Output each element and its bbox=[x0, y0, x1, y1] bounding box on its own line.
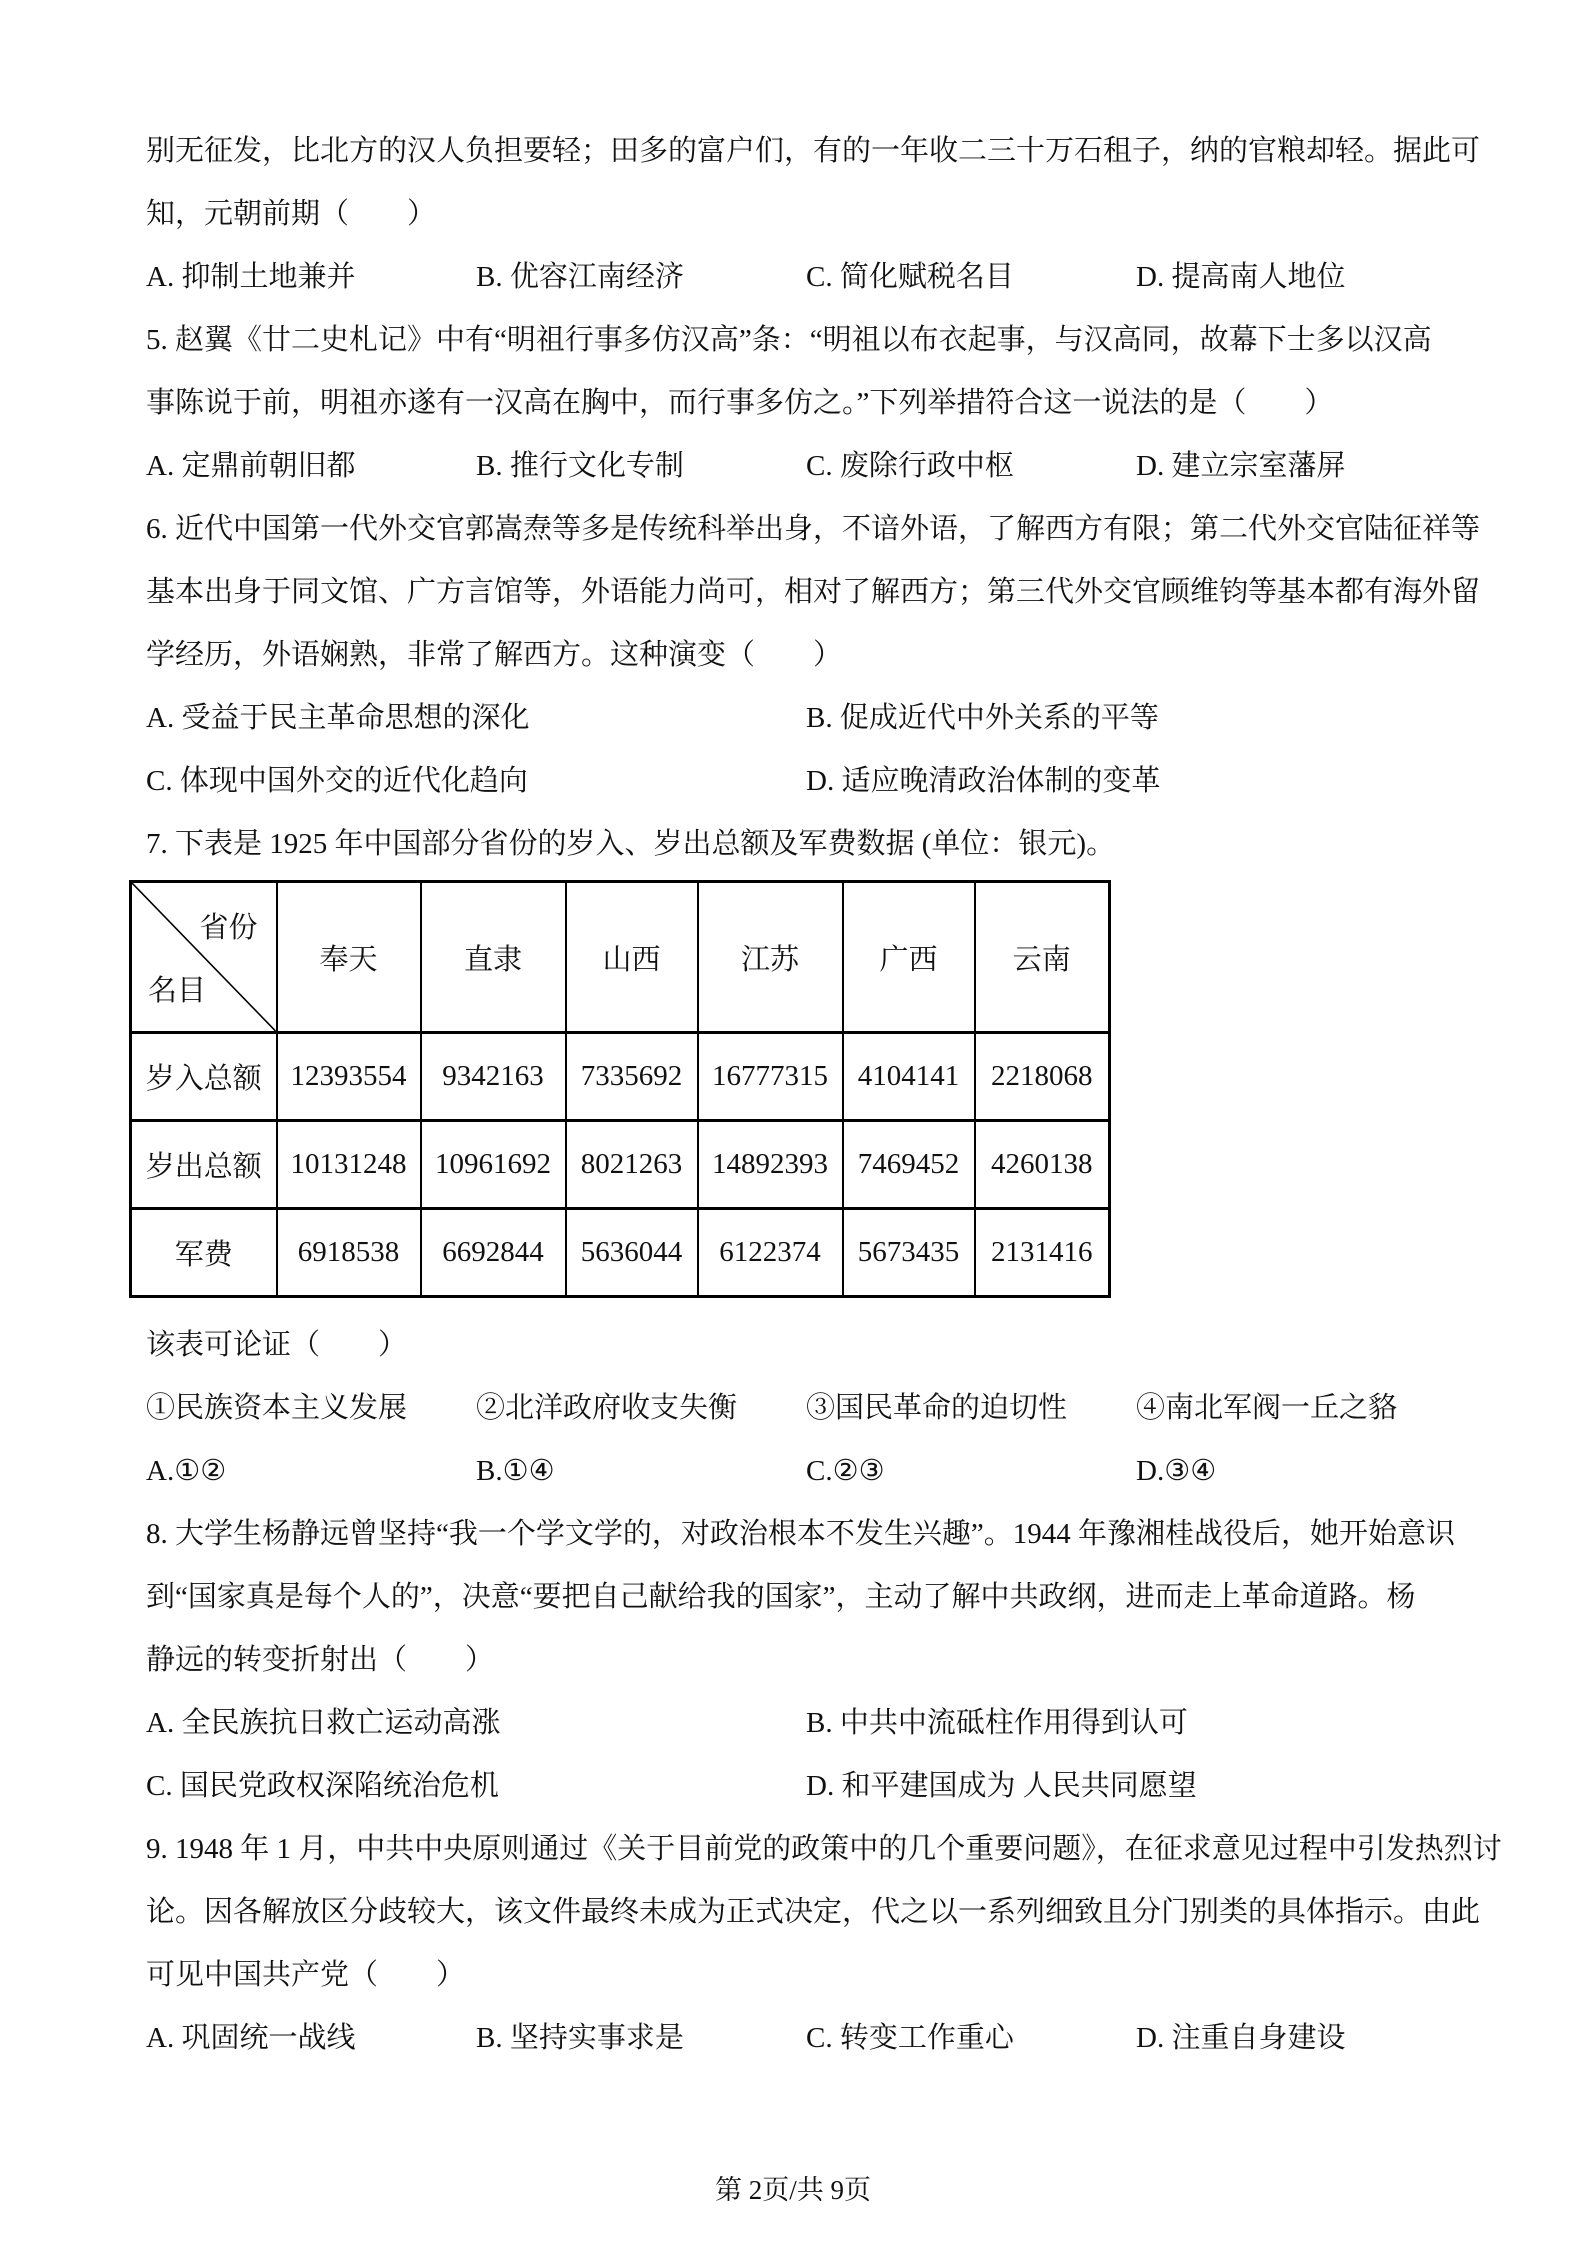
q9-stem-line-2: 论。因各解放区分歧较大，该文件最终未成为正式决定，代之以一系列细致且分门别类的具体指示。由此 bbox=[146, 1896, 1481, 1928]
column-header-jiangsu: 江苏 bbox=[698, 882, 843, 1033]
q7-options-row bbox=[146, 1440, 1466, 1503]
q9-stem-line-3: 可见中国共产党（ ） bbox=[146, 1959, 466, 1991]
table-cell: 5673435 bbox=[843, 1209, 975, 1297]
q7-item-4: ④南北军阀一丘之貉 bbox=[1136, 1392, 1398, 1424]
table-cell: 10131248 bbox=[277, 1121, 421, 1209]
q6-stem-line-1: 6. 近代中国第一代外交官郭嵩焘等多是传统科举出身，不谙外语，了解西方有限；第二代外交官陆征祥等 bbox=[146, 513, 1481, 545]
q7-option-b: B.①④ bbox=[476, 1455, 555, 1487]
q6-option-b: B. 促成近代中外关系的平等 bbox=[806, 702, 1159, 734]
table-cell: 14892393 bbox=[698, 1121, 843, 1209]
table-cell: 4104141 bbox=[843, 1033, 975, 1121]
q7-item-1: ①民族资本主义发展 bbox=[146, 1392, 408, 1424]
table-row-expenditure bbox=[131, 1121, 1110, 1209]
q7-intro-line: 7. 下表是 1925 年中国部分省份的岁入、岁出总额及军费数据 (单位：银元)。 bbox=[146, 828, 1116, 860]
q4-option-b: B. 优容江南经济 bbox=[476, 261, 684, 293]
table-cell: 2131416 bbox=[975, 1209, 1110, 1297]
q4-stem-line-2: 知，元朝前期（ ） bbox=[146, 198, 437, 230]
q6-stem-line-3: 学经历，外语娴熟，非常了解西方。这种演变（ ） bbox=[146, 639, 843, 671]
q8-option-d: D. 和平建国成为 人民共同愿望 bbox=[806, 1770, 1197, 1802]
q8-option-a: A. 全民族抗日救亡运动高涨 bbox=[146, 1707, 501, 1739]
page-footer: 第 2页/共 9页 bbox=[714, 2175, 871, 2205]
table-cell: 4260138 bbox=[975, 1121, 1110, 1209]
table-cell: 6692844 bbox=[421, 1209, 566, 1297]
table-cell: 6918538 bbox=[277, 1209, 421, 1297]
q8-option-b: B. 中共中流砥柱作用得到认可 bbox=[806, 1707, 1188, 1739]
q7-option-c: C.②③ bbox=[806, 1455, 885, 1487]
q6-option-d: D. 适应晚清政治体制的变革 bbox=[806, 765, 1161, 797]
column-header-guangxi: 广西 bbox=[843, 882, 975, 1033]
q9-option-b: B. 坚持实事求是 bbox=[476, 2022, 684, 2054]
table-cell: 7469452 bbox=[843, 1121, 975, 1209]
q5-stem-line-2: 事陈说于前，明祖亦遂有一汉高在胸中，而行事多仿之。”下列举措符合这一说法的是（ ） bbox=[146, 387, 1334, 419]
table-row-military bbox=[131, 1209, 1110, 1297]
table-corner-cell bbox=[131, 882, 277, 1033]
table-cell: 12393554 bbox=[277, 1033, 421, 1121]
q7-data-table bbox=[129, 880, 1111, 1298]
q8-options-row-1 bbox=[146, 1692, 1466, 1755]
corner-label-category: 名目 bbox=[148, 975, 207, 1007]
column-header-yunnan: 云南 bbox=[975, 882, 1110, 1033]
table-cell: 8021263 bbox=[566, 1121, 698, 1209]
table-cell: 5636044 bbox=[566, 1209, 698, 1297]
table-cell: 6122374 bbox=[698, 1209, 843, 1297]
q4-options-row bbox=[146, 246, 1466, 309]
q9-option-c: C. 转变工作重心 bbox=[806, 2022, 1014, 2054]
row-header-military: 军费 bbox=[131, 1209, 277, 1297]
q4-option-d: D. 提高南人地位 bbox=[1136, 261, 1346, 293]
table-cell: 7335692 bbox=[566, 1033, 698, 1121]
q9-options-row bbox=[146, 2007, 1466, 2070]
q8-stem-line-1: 8. 大学生杨静远曾坚持“我一个学文学的，对政治根本不发生兴趣”。1944 年豫湘桂战役后，她开始意识 bbox=[146, 1518, 1455, 1550]
q5-option-a: A. 定鼎前朝旧都 bbox=[146, 450, 356, 482]
q8-stem-line-3: 静远的转变折射出（ ） bbox=[146, 1644, 495, 1676]
q7-question-line: 该表可论证（ ） bbox=[146, 1329, 408, 1361]
table-cell: 2218068 bbox=[975, 1033, 1110, 1121]
q8-stem-line-2: 到“国家真是每个人的”，决意“要把自己献给我的国家”，主动了解中共政纲，进而走上革命道路。杨 bbox=[146, 1581, 1416, 1613]
table-cell: 9342163 bbox=[421, 1033, 566, 1121]
q4-option-c: C. 简化赋税名目 bbox=[806, 261, 1014, 293]
table-cell: 16777315 bbox=[698, 1033, 843, 1121]
q7-item-3: ③国民革命的迫切性 bbox=[806, 1392, 1068, 1424]
q5-options-row bbox=[146, 435, 1466, 498]
q7-item-2: ②北洋政府收支失衡 bbox=[476, 1392, 738, 1424]
corner-label-province: 省份 bbox=[199, 912, 258, 944]
q5-option-d: D. 建立宗室藩屏 bbox=[1136, 450, 1346, 482]
table-cell: 10961692 bbox=[421, 1121, 566, 1209]
q8-options-row-2 bbox=[146, 1755, 1466, 1818]
q5-option-b: B. 推行文化专制 bbox=[476, 450, 684, 482]
q6-option-a: A. 受益于民主革命思想的深化 bbox=[146, 702, 530, 734]
q7-option-a: A.①② bbox=[146, 1455, 227, 1487]
q9-option-a: A. 巩固统一战线 bbox=[146, 2022, 356, 2054]
q6-options-row-1 bbox=[146, 687, 1466, 750]
q6-option-c: C. 体现中国外交的近代化趋向 bbox=[146, 765, 528, 797]
q9-option-d: D. 注重自身建设 bbox=[1136, 2022, 1346, 2054]
page-content bbox=[145, 120, 1502, 2070]
q4-option-a: A. 抑制土地兼并 bbox=[146, 261, 356, 293]
column-header-zhili: 直隶 bbox=[421, 882, 566, 1033]
row-header-expenditure: 岁出总额 bbox=[131, 1121, 277, 1209]
row-header-revenue: 岁入总额 bbox=[131, 1033, 277, 1121]
q8-option-c: C. 国民党政权深陷统治危机 bbox=[146, 1770, 499, 1802]
q6-stem-line-2: 基本出身于同文馆、广方言馆等，外语能力尚可，相对了解西方；第三代外交官顾维钧等基本都有海外留 bbox=[146, 576, 1481, 608]
column-header-shanxi: 山西 bbox=[566, 882, 698, 1033]
q7-option-d: D.③④ bbox=[1136, 1455, 1217, 1487]
q9-stem-line-1: 9. 1948 年 1 月，中共中央原则通过《关于目前党的政策中的几个重要问题》，在征求意见过程中引发热烈讨 bbox=[146, 1833, 1502, 1865]
q5-stem-line-1: 5. 赵翼《廿二史札记》中有“明祖行事多仿汉高”条：“明祖以布衣起事，与汉高同，故幕下士多以汉高 bbox=[146, 324, 1432, 356]
q6-options-row-2 bbox=[146, 750, 1466, 813]
q7-items-row bbox=[146, 1377, 1466, 1440]
q4-stem-line-1: 别无征发，比北方的汉人负担要轻；田多的富户们，有的一年收二三十万石租子，纳的官粮却轻。据此可 bbox=[146, 135, 1481, 167]
table-row-revenue bbox=[131, 1033, 1110, 1121]
table-header-row bbox=[131, 882, 1110, 1033]
column-header-fengtian: 奉天 bbox=[277, 882, 421, 1033]
q5-option-c: C. 废除行政中枢 bbox=[806, 450, 1014, 482]
